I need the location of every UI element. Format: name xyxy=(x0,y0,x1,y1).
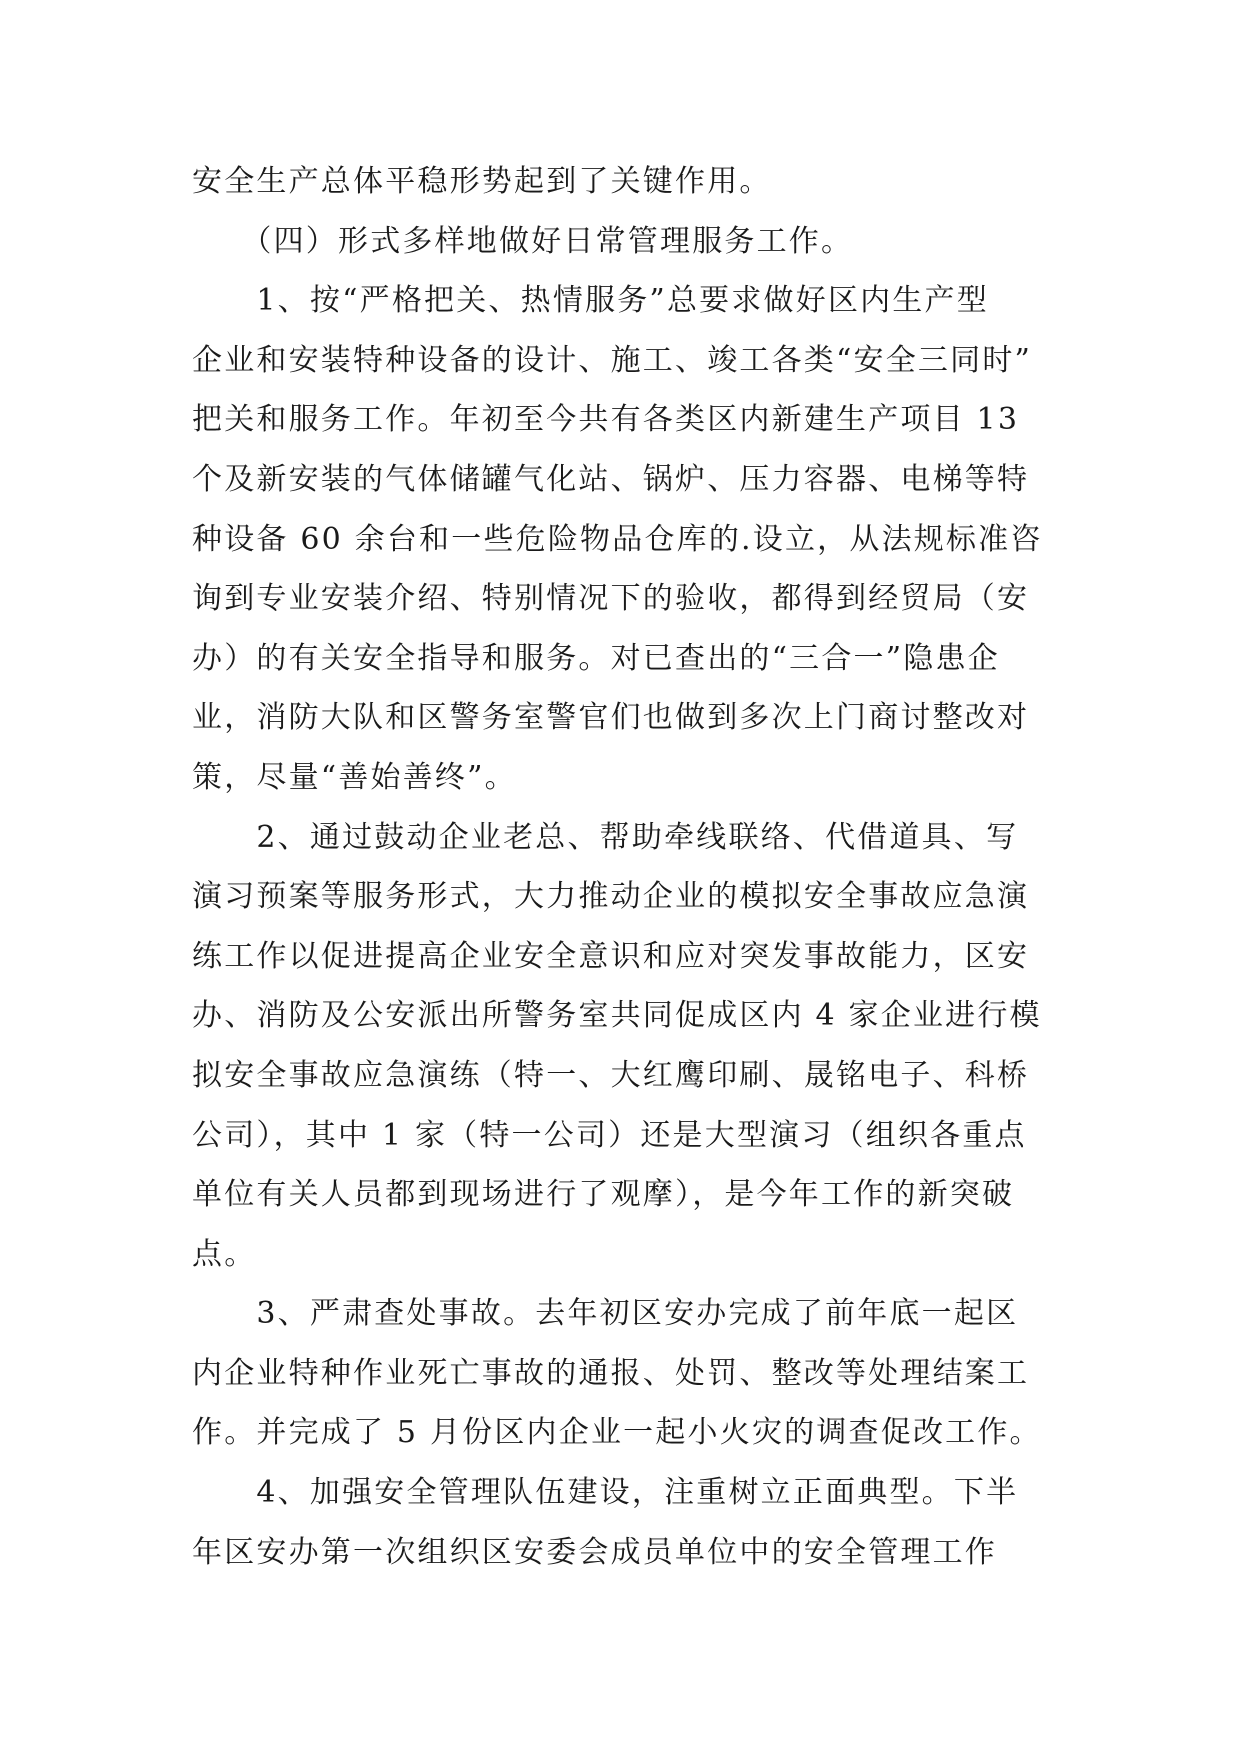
text-line: 询到专业安装介绍、特别情况下的验收，都得到经贸局（安 xyxy=(192,581,1030,617)
body-text xyxy=(192,152,1062,1582)
text-line: 办、消防及公安派出所警务室共同促成区内 4 家企业进行模 xyxy=(192,998,1042,1034)
text-line: 点。 xyxy=(192,1236,257,1272)
text-line: 2、通过鼓动企业老总、帮助牵线联络、代借道具、写 xyxy=(192,819,1019,855)
text-line: 内企业特种作业死亡事故的通报、处罚、整改等处理结案工 xyxy=(192,1355,1030,1391)
text-line: 作。并完成了 5 月份区内企业一起小火灾的调查促改工作。 xyxy=(192,1415,1042,1451)
text-line: 3、严肃查处事故。去年初区安办完成了前年底一起区 xyxy=(192,1296,1019,1332)
text-line: 种设备 60 余台和一些危险物品仓库的.设立，从法规标准咨 xyxy=(192,521,1043,557)
text-line: 单位有关人员都到现场进行了观摩），是今年工作的新突破 xyxy=(192,1177,1015,1213)
text-line: 安全生产总体平稳形势起到了关键作用。 xyxy=(192,164,772,199)
text-line: 把关和服务工作。年初至今共有各类区内新建生产项目 13 xyxy=(192,402,1020,438)
text-line: 企业和安装特种设备的设计、施工、竣工各类“安全三同时” xyxy=(192,342,1033,378)
text-line: 4、加强安全管理队伍建设，注重树立正面典型。下半 xyxy=(192,1475,1019,1511)
text-line: 练工作以促进提高企业安全意识和应对突发事故能力，区安 xyxy=(192,938,1030,974)
text-line: 年区安办第一次组织区安委会成员单位中的安全管理工作 xyxy=(192,1534,997,1570)
text-line: 业，消防大队和区警务室警官们也做到多次上门商讨整改对 xyxy=(192,700,1030,736)
text-line: 拟安全事故应急演练（特一、大红鹰印刷、晟铭电子、科桥 xyxy=(192,1057,1030,1093)
text-line: 策，尽量“善始善终”。 xyxy=(192,759,517,795)
section-heading: （四）形式多样地做好日常管理服务工作。 xyxy=(192,223,854,259)
text-line: 演习预案等服务形式，大力推动企业的模拟安全事故应急演 xyxy=(192,879,1030,915)
text-line: 1、按“严格把关、热情服务”总要求做好区内生产型 xyxy=(192,283,989,319)
text-line: 个及新安装的气体储罐气化站、锅炉、压力容器、电梯等特 xyxy=(192,461,1030,497)
text-line: 办）的有关安全指导和服务。对已查出的“三合一”隐患企 xyxy=(192,640,1000,676)
text-line: 公司），其中 1 家（特一公司）还是大型演习（组织各重点 xyxy=(192,1117,1027,1153)
